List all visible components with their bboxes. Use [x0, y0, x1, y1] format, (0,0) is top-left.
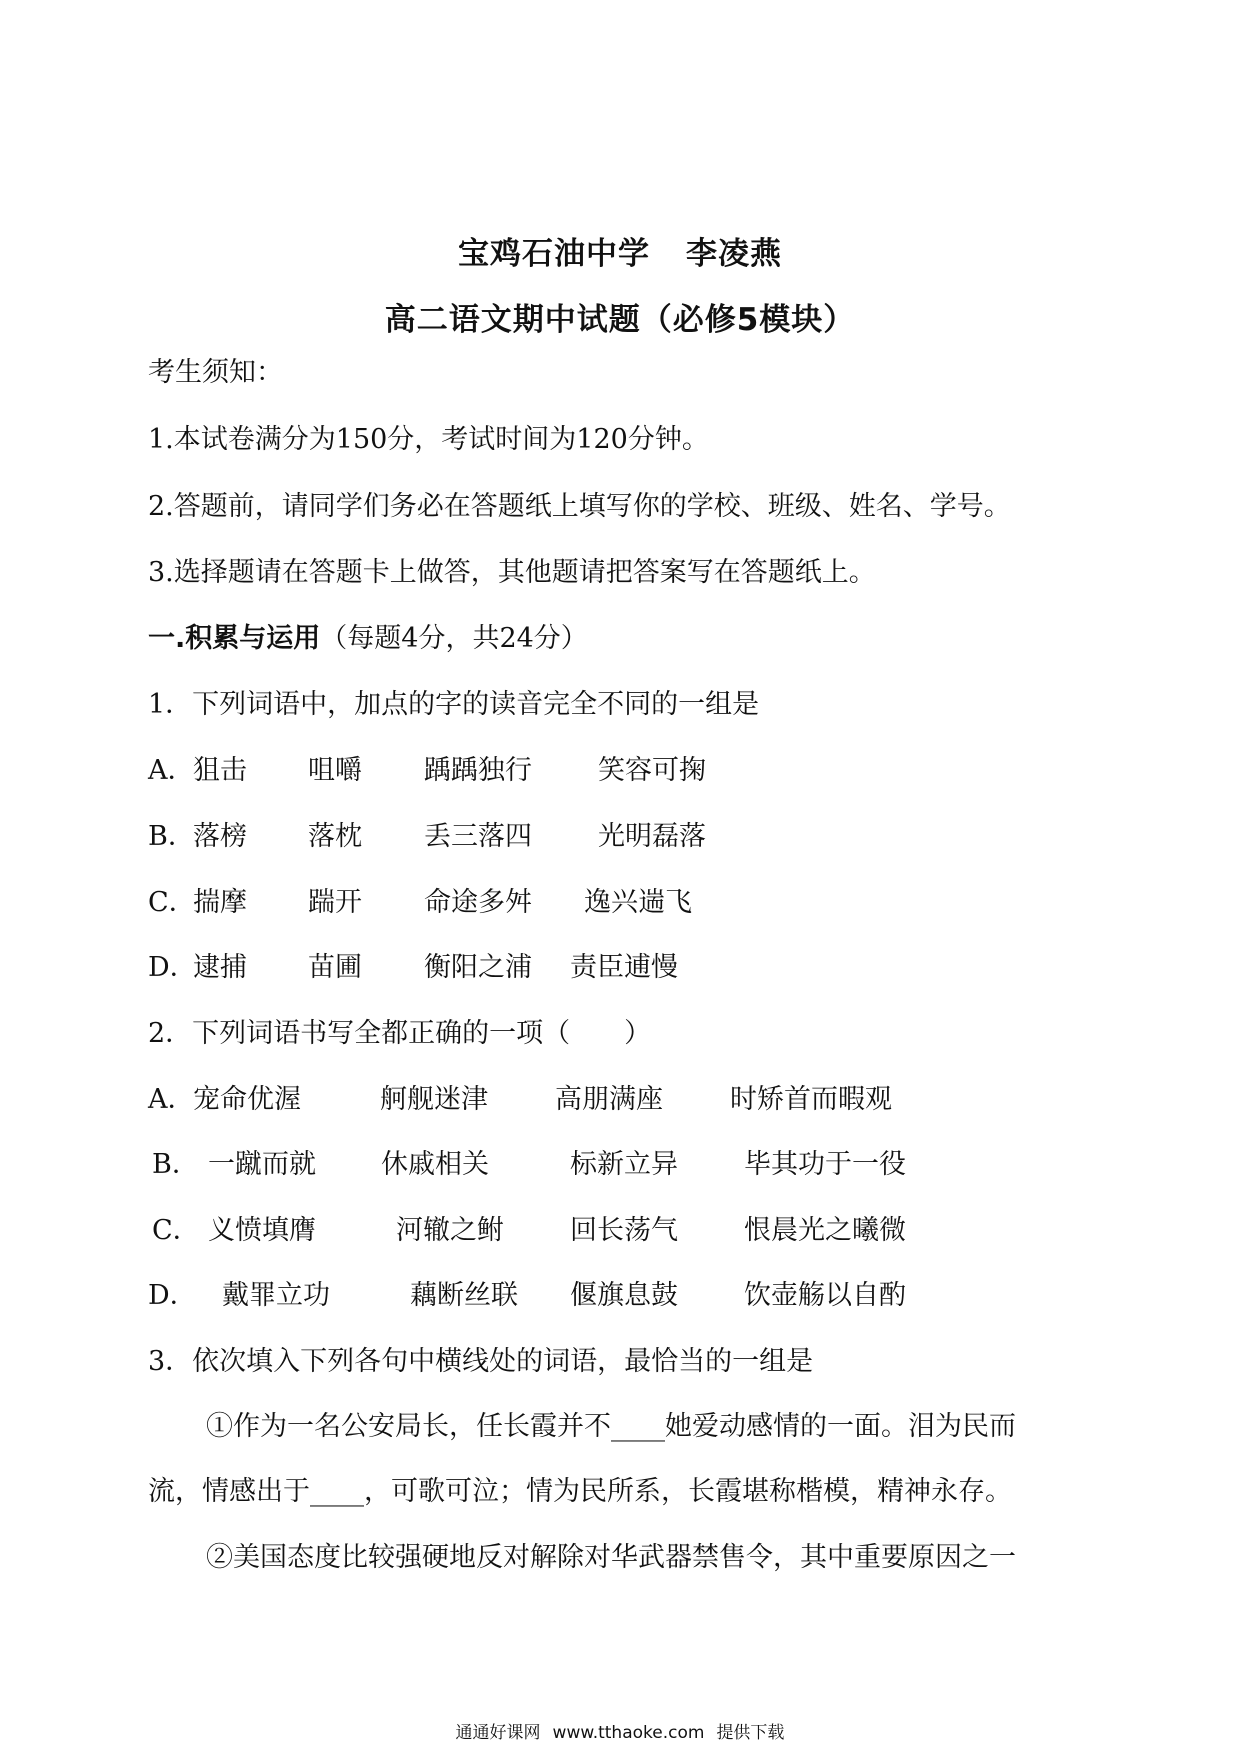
- option-word: 狙击: [193, 755, 247, 786]
- section-1-heading: [148, 622, 588, 656]
- option-word: 休戚相关: [381, 1149, 489, 1180]
- option-word: 衡阳之浦: [424, 952, 532, 983]
- option-word: 戴罪立功: [222, 1280, 330, 1311]
- notice-item-2: 2.答题前，请同学们务必在答题纸上填写你的学校、班级、姓名、学号。: [148, 491, 1011, 522]
- q3-line-2: 流，情感出于____，可歌可泣；情为民所系，长霞堪称楷模，精神永存。: [148, 1476, 1012, 1507]
- option-word: 恨晨光之曦微: [744, 1215, 906, 1246]
- option-word: 笑容可掬: [598, 755, 706, 786]
- notice-item-3: 3.选择题请在答题卡上做答，其他题请把答案写在答题纸上。: [148, 557, 876, 588]
- option-word: 义愤填膺: [208, 1215, 316, 1246]
- footer-url: www.tthaoke.com: [552, 1723, 705, 1743]
- option-word: 光明磊落: [598, 821, 706, 852]
- option-word: 毕其功于一役: [744, 1149, 906, 1180]
- option-label: C．: [152, 1215, 200, 1246]
- section-1-note: （每题4分，共24分）: [320, 623, 588, 654]
- option-label: A．: [148, 1084, 195, 1115]
- option-word: 踽踽独行: [424, 755, 532, 786]
- school-author-title: [0, 228, 1240, 273]
- option-label: D．: [148, 952, 197, 983]
- section-1-title: 一.积累与运用: [148, 623, 321, 654]
- option-word: 逸兴遄飞: [584, 887, 692, 918]
- school-name: 宝鸡石油中学: [458, 236, 650, 272]
- footer-suffix: 提供下载: [716, 1723, 785, 1743]
- option-word: 踹开: [308, 887, 362, 918]
- option-word: 命途多舛: [424, 887, 532, 918]
- q3-line-1: ①作为一名公安局长，任长霞并不____她爱动感情的一面。泪为民而: [206, 1411, 1016, 1442]
- option-word: 咀嚼: [308, 755, 362, 786]
- option-word: 逮捕: [193, 952, 247, 983]
- option-label: A．: [148, 755, 195, 786]
- option-word: 一蹴而就: [208, 1149, 316, 1180]
- notice-heading: 考生须知：: [148, 357, 283, 388]
- option-word: 丢三落四: [424, 821, 532, 852]
- option-word: 河辙之鲋: [396, 1215, 504, 1246]
- option-word: 宠命优渥: [193, 1084, 301, 1115]
- q3-line-3: ②美国态度比较强硬地反对解除对华武器禁售令，其中重要原因之一: [206, 1542, 1016, 1573]
- footer-site-name: 通通好课网: [455, 1723, 541, 1743]
- option-word: 藕断丝联: [410, 1280, 518, 1311]
- option-word: 饮壶觞以自酌: [744, 1280, 906, 1311]
- option-word: 责臣逋慢: [570, 952, 678, 983]
- option-word: 揣摩: [193, 887, 247, 918]
- option-label: B．: [152, 1149, 199, 1180]
- q3-stem: 3．依次填入下列各句中横线处的词语，最恰当的一组是: [148, 1346, 814, 1377]
- option-word: 标新立异: [570, 1149, 678, 1180]
- option-word: 时矫首而暇观: [730, 1084, 892, 1115]
- option-word: 高朋满座: [555, 1084, 663, 1115]
- q1-stem: 1．下列词语中，加点的字的读音完全不同的一组是: [148, 689, 760, 720]
- option-label: B．: [148, 821, 195, 852]
- option-word: 偃旗息鼓: [570, 1280, 678, 1311]
- option-label: D．: [148, 1280, 197, 1311]
- exam-title: 高二语文期中试题（必修5模块）: [384, 302, 856, 338]
- option-word: 舸舰迷津: [380, 1084, 488, 1115]
- page-footer: [0, 1718, 1240, 1743]
- author-name: 李凌燕: [686, 236, 782, 272]
- option-word: 落榜: [193, 821, 247, 852]
- option-label: C．: [148, 887, 196, 918]
- option-word: 落枕: [308, 821, 362, 852]
- option-word: 苗圃: [308, 952, 362, 983]
- notice-item-1: 1.本试卷满分为150分，考试时间为120分钟。: [148, 424, 709, 455]
- option-word: 回长荡气: [570, 1215, 678, 1246]
- q2-stem: 2．下列词语书写全都正确的一项（ ）: [148, 1018, 652, 1049]
